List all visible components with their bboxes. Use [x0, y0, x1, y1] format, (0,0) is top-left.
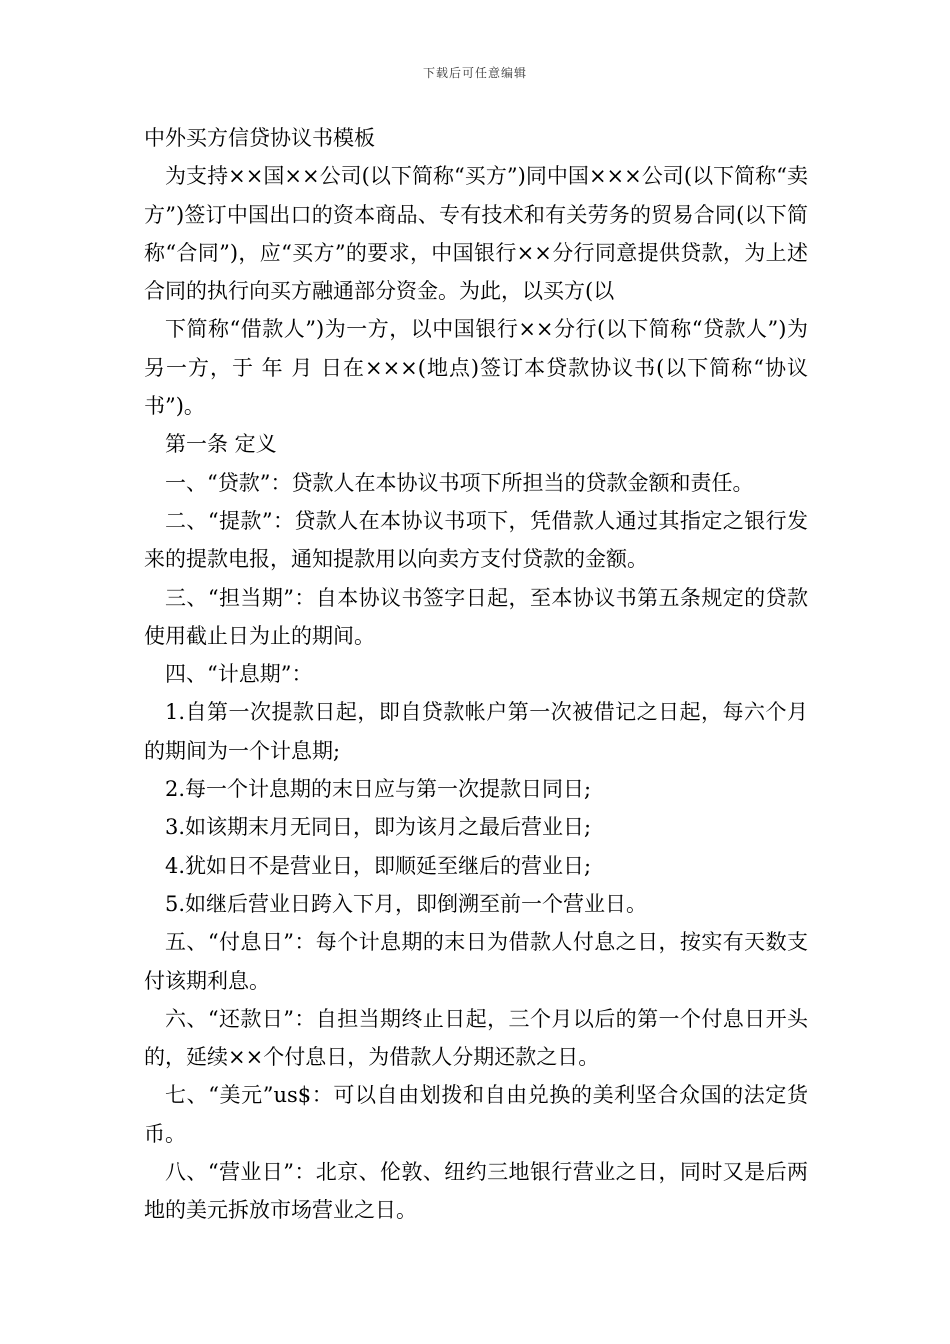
- definition-commitment-period: 三、“担当期”：自本协议书签字日起，至本协议书第五条规定的贷款使用截止日为止的期间。: [144, 585, 808, 648]
- definition-interest-period: 四、“计息期”：: [165, 662, 313, 687]
- interest-period-item-1: 1.自第一次提款日起，即自贷款帐户第一次被借记之日起，每六个月的期间为一个计息期;: [144, 700, 808, 763]
- page-header: 下载后可任意编辑: [422, 66, 527, 80]
- document-body: [144, 119, 808, 1230]
- definition-drawdown: 二、“提款”：贷款人在本协议书项下，凭借款人通过其指定之银行发来的提款电报，通知提款用以向卖方支付贷款的金额。: [144, 508, 808, 572]
- document-title: 中外买方信贷协议书模板: [144, 126, 375, 150]
- interest-period-item-3: 3.如该期末月无同日，即为该月之最后营业日;: [165, 815, 592, 840]
- article-heading: 第一条 定义: [165, 432, 277, 457]
- paragraph-intro: 为支持××国××公司(以下简称“买方”)同中国×××公司(以下简称“卖方”)签订中国出口的资本商品、专有技术和有关劳务的贸易合同(以下简称“合同”)，应“买方”的要求，中国银行××分行同意提供贷款，为上述合同的执行向买方融通部分资金。为此，以买方(以: [144, 164, 808, 304]
- interest-period-item-2: 2.每一个计息期的末日应与第一次提款日同日;: [165, 777, 592, 802]
- interest-period-item-4: 4.犹如日不是营业日，即顺延至继后的营业日;: [165, 853, 592, 878]
- definition-interest-payment-date: 五、“付息日”：每个计息期的末日为借款人付息之日，按实有天数支付该期利息。: [144, 930, 808, 993]
- definition-repayment-date: 六、“还款日”：自担当期终止日起，三个月以后的第一个付息日开头的，延续××个付息日，为借款人分期还款之日。: [144, 1006, 808, 1070]
- definition-loan: 一、“贷款”：贷款人在本协议书项下所担当的贷款金额和责任。: [165, 470, 754, 495]
- definition-business-day: 八、“营业日”：北京、伦敦、纽约三地银行营业之日，同时又是后两地的美元拆放市场营业之日。: [144, 1160, 808, 1223]
- interest-period-item-5: 5.如继后营业日跨入下月，即倒溯至前一个营业日。: [165, 891, 648, 916]
- definition-us-dollar: 七、“美元”us$：可以自由划拨和自由兑换的美利坚合众国的法定货币。: [144, 1083, 808, 1146]
- paragraph-parties: 下简称“借款人”)为一方，以中国银行××分行(以下简称“贷款人”)为另一方，于 年 月 日在×××(地点)签订本贷款协议书(以下简称“协议书”)。: [144, 317, 808, 419]
